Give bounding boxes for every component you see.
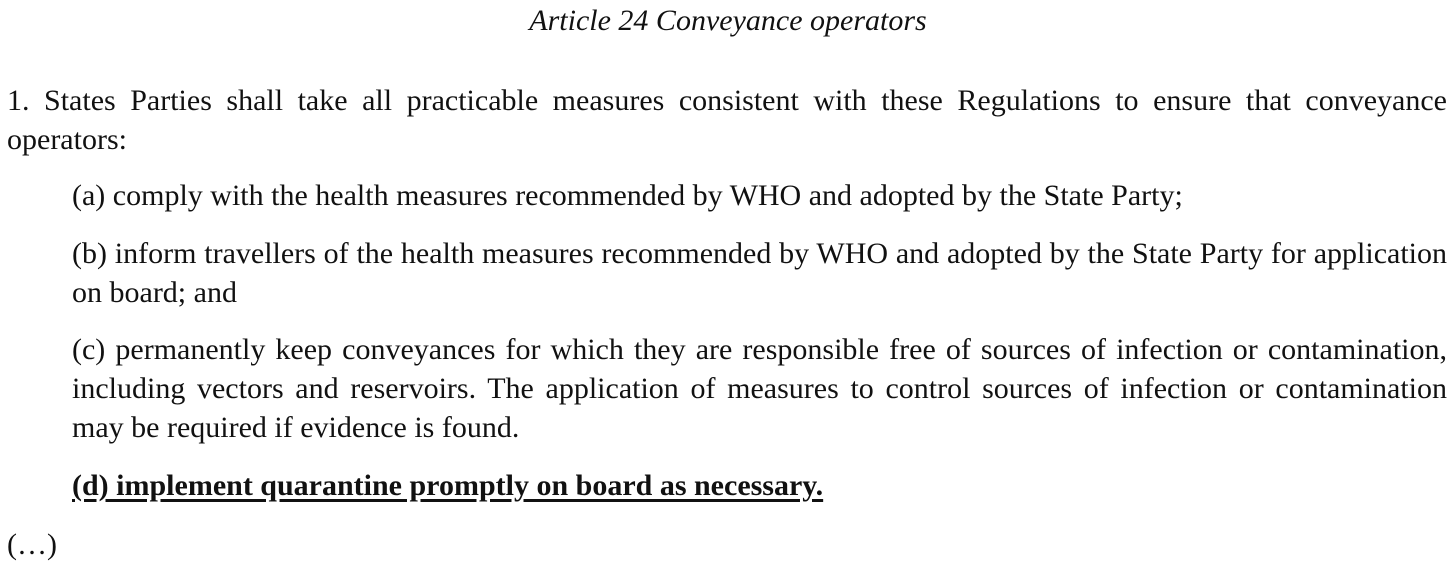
list-item-d-amendment: (d) implement quarantine promptly on board as necessary.: [72, 469, 824, 502]
paragraph-1: 1. States Parties shall take all practicable measures consistent with these Regulations to ensure that conveyance operators:: [7, 84, 1447, 156]
list-item-c: (c) permanently keep conveyances for which they are responsible free of sources of infection or contamination, including vectors and reservoirs. The application of measures to control sources of infection or contamination may be required if evidence is found.: [72, 333, 1447, 444]
list-item-b: (b) inform travellers of the health measures recommended by WHO and adopted by the State Party for application on board; and: [72, 237, 1447, 309]
article-title: Article 24 Conveyance operators: [529, 4, 927, 37]
list-item-a: (a) comply with the health measures recommended by WHO and adopted by the State Party;: [72, 179, 1183, 212]
continuation-ellipsis: (…): [7, 528, 57, 561]
